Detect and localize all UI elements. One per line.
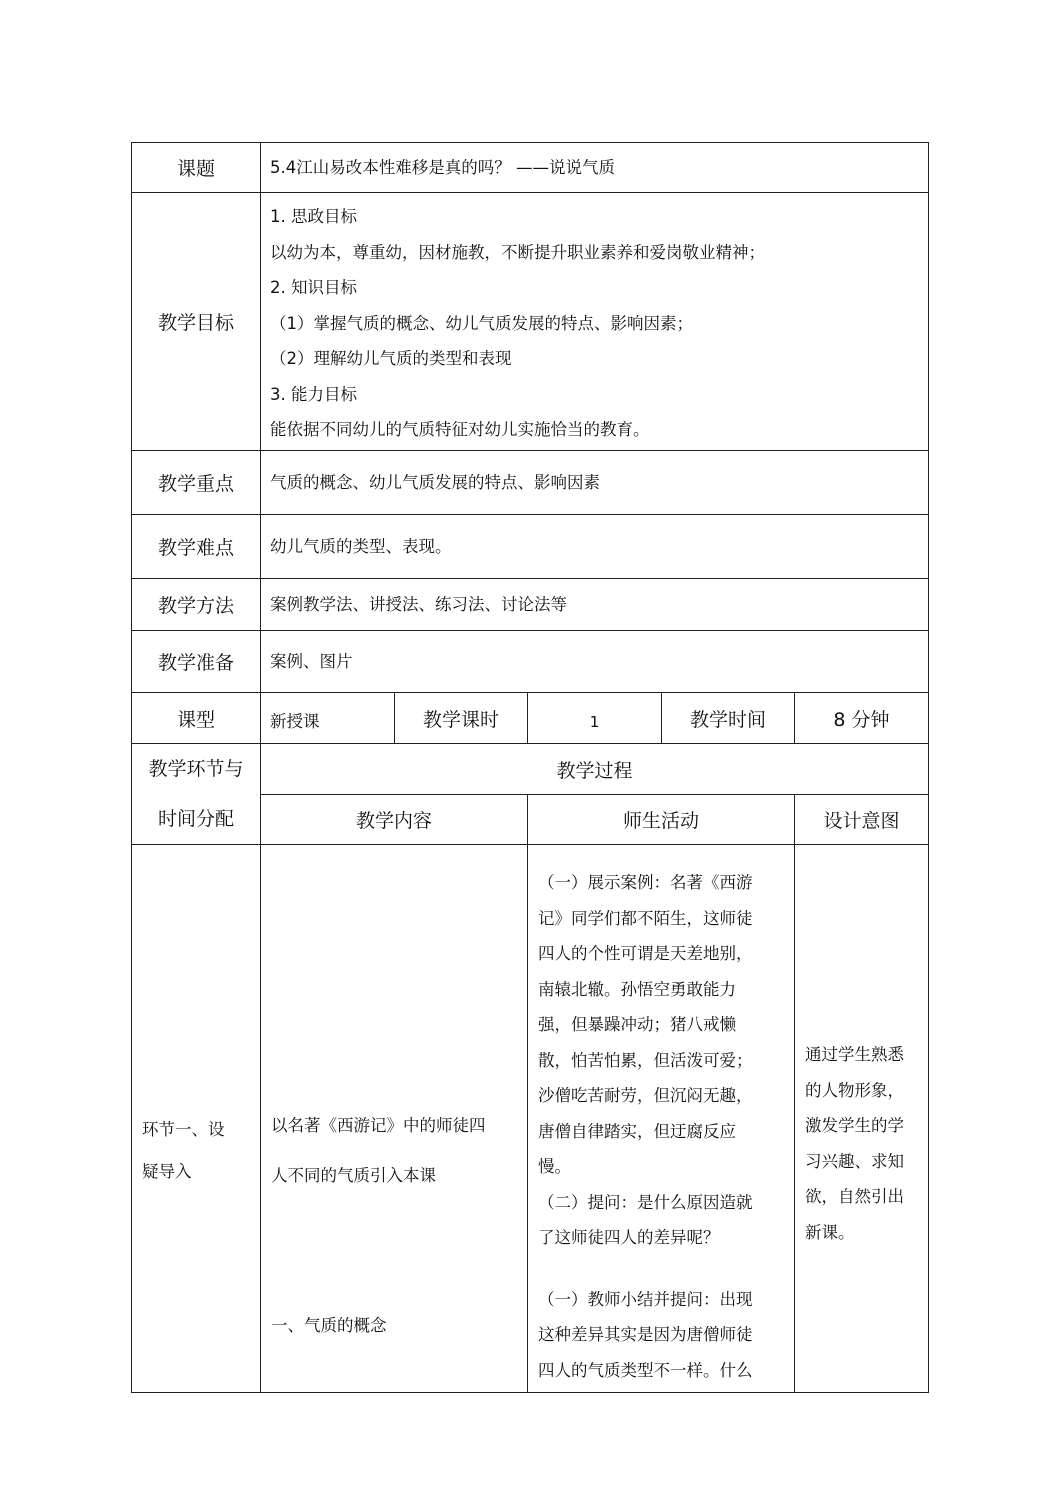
stage1-content-cell <box>261 845 528 1393</box>
objective-line: 以幼为本，尊重幼，因材施教，不断提升职业素养和爱岗敬业精神； <box>270 242 765 262</box>
activity-line: （一）展示案例：名著《西游 <box>538 873 753 892</box>
activity-line: 南辕北辙。孙悟空勇敢能力 <box>538 979 736 999</box>
row-stage1 <box>132 845 929 1393</box>
objective-line: 2. 知识目标 <box>270 278 357 297</box>
lesson-type-label: 课型 <box>132 693 261 744</box>
stage1-cell <box>132 845 261 1393</box>
activity-line: 这种差异其实是因为唐僧师徒 <box>538 1325 753 1344</box>
key-points-value: 气质的概念、幼儿气质发展的特点、影响因素 <box>261 451 929 515</box>
intent-line: 通过学生熟悉 <box>805 1045 904 1064</box>
stage1-line: 环节一、设 <box>142 1120 225 1139</box>
intent-line: 的人物形象， <box>805 1080 904 1100</box>
activity-line: （二）提问：是什么原因造就 <box>538 1192 753 1212</box>
objective-line: 3. 能力目标 <box>270 384 357 404</box>
stage-header <box>132 744 261 845</box>
intent-line: 新课。 <box>805 1222 855 1242</box>
preparation-label: 教学准备 <box>132 631 261 693</box>
row-difficulties <box>132 515 929 579</box>
intent-line: 欲，自然引出 <box>805 1187 904 1206</box>
activity-line: 四人的个性可谓是天差地别， <box>538 944 753 963</box>
activity-line: 慢。 <box>538 1157 571 1176</box>
stage1-activity-cell <box>528 845 795 1393</box>
methods-value: 案例教学法、讲授法、练习法、讨论法等 <box>261 579 929 631</box>
row-lesson-type <box>132 693 929 744</box>
lesson-plan-table <box>131 142 929 1393</box>
objective-line: （1）掌握气质的概念、幼儿气质发展的特点、影响因素； <box>270 313 693 333</box>
lesson-type-value: 新授课 <box>261 693 395 744</box>
row-methods <box>132 579 929 631</box>
key-points-label: 教学重点 <box>132 451 261 515</box>
content-section-title: 一、气质的概念 <box>271 1316 387 1335</box>
hours-value: 1 <box>528 693 662 744</box>
objective-line: 能依据不同幼儿的气质特征对幼儿实施恰当的教育。 <box>270 420 650 439</box>
stage1-line: 疑导入 <box>142 1161 192 1181</box>
stage-header-line1: 教学环节与 <box>148 758 244 780</box>
row-key-points <box>132 451 929 515</box>
activity-line: 唐僧自律踏实，但迂腐反应 <box>538 1121 736 1141</box>
activity-line: 四人的气质类型不一样。什么 <box>538 1360 753 1380</box>
time-value: 8 分钟 <box>795 693 929 744</box>
intent-line: 习兴趣、求知 <box>805 1151 904 1171</box>
hours-label: 教学课时 <box>395 693 528 744</box>
preparation-value: 案例、图片 <box>261 631 929 693</box>
stage-header-line2: 时间分配 <box>157 808 234 830</box>
row-objectives <box>132 193 929 451</box>
difficulties-value: 幼儿气质的类型、表现。 <box>261 515 929 579</box>
activity-line: 沙僧吃苦耐劳，但沉闷无趣， <box>538 1086 753 1105</box>
intent-line: 激发学生的学 <box>805 1116 904 1135</box>
time-label: 教学时间 <box>662 693 795 744</box>
methods-label: 教学方法 <box>132 579 261 631</box>
objectives-content <box>261 193 929 451</box>
intent-header: 设计意图 <box>795 795 929 845</box>
row-topic <box>132 143 929 193</box>
topic-value: 5.4江山易改本性难移是真的吗？ ——说说气质 <box>261 143 929 193</box>
activity-line: 记》同学们都不陌生，这师徒 <box>538 908 753 928</box>
content-line: 人不同的气质引入本课 <box>271 1165 436 1185</box>
content-header: 教学内容 <box>261 795 528 845</box>
row-preparation <box>132 631 929 693</box>
difficulties-label: 教学难点 <box>132 515 261 579</box>
activity-line: （一）教师小结并提问：出现 <box>538 1289 753 1309</box>
objective-line: （2）理解幼儿气质的类型和表现 <box>270 349 512 368</box>
activity-line: 散，怕苦怕累，但活泼可爱； <box>538 1050 753 1070</box>
objective-line: 1. 思政目标 <box>270 207 357 226</box>
topic-label: 课题 <box>132 143 261 193</box>
content-line: 以名著《西游记》中的师徒四 <box>271 1116 486 1135</box>
process-header: 教学过程 <box>261 744 929 795</box>
row-process-header <box>132 744 929 795</box>
activity-line: 强，但暴躁冲动；猪八戒懒 <box>538 1015 736 1034</box>
activity-line: 了这师徒四人的差异呢？ <box>538 1228 720 1247</box>
stage1-intent-cell <box>795 845 929 1393</box>
activity-header: 师生活动 <box>528 795 795 845</box>
objectives-label: 教学目标 <box>132 193 261 451</box>
